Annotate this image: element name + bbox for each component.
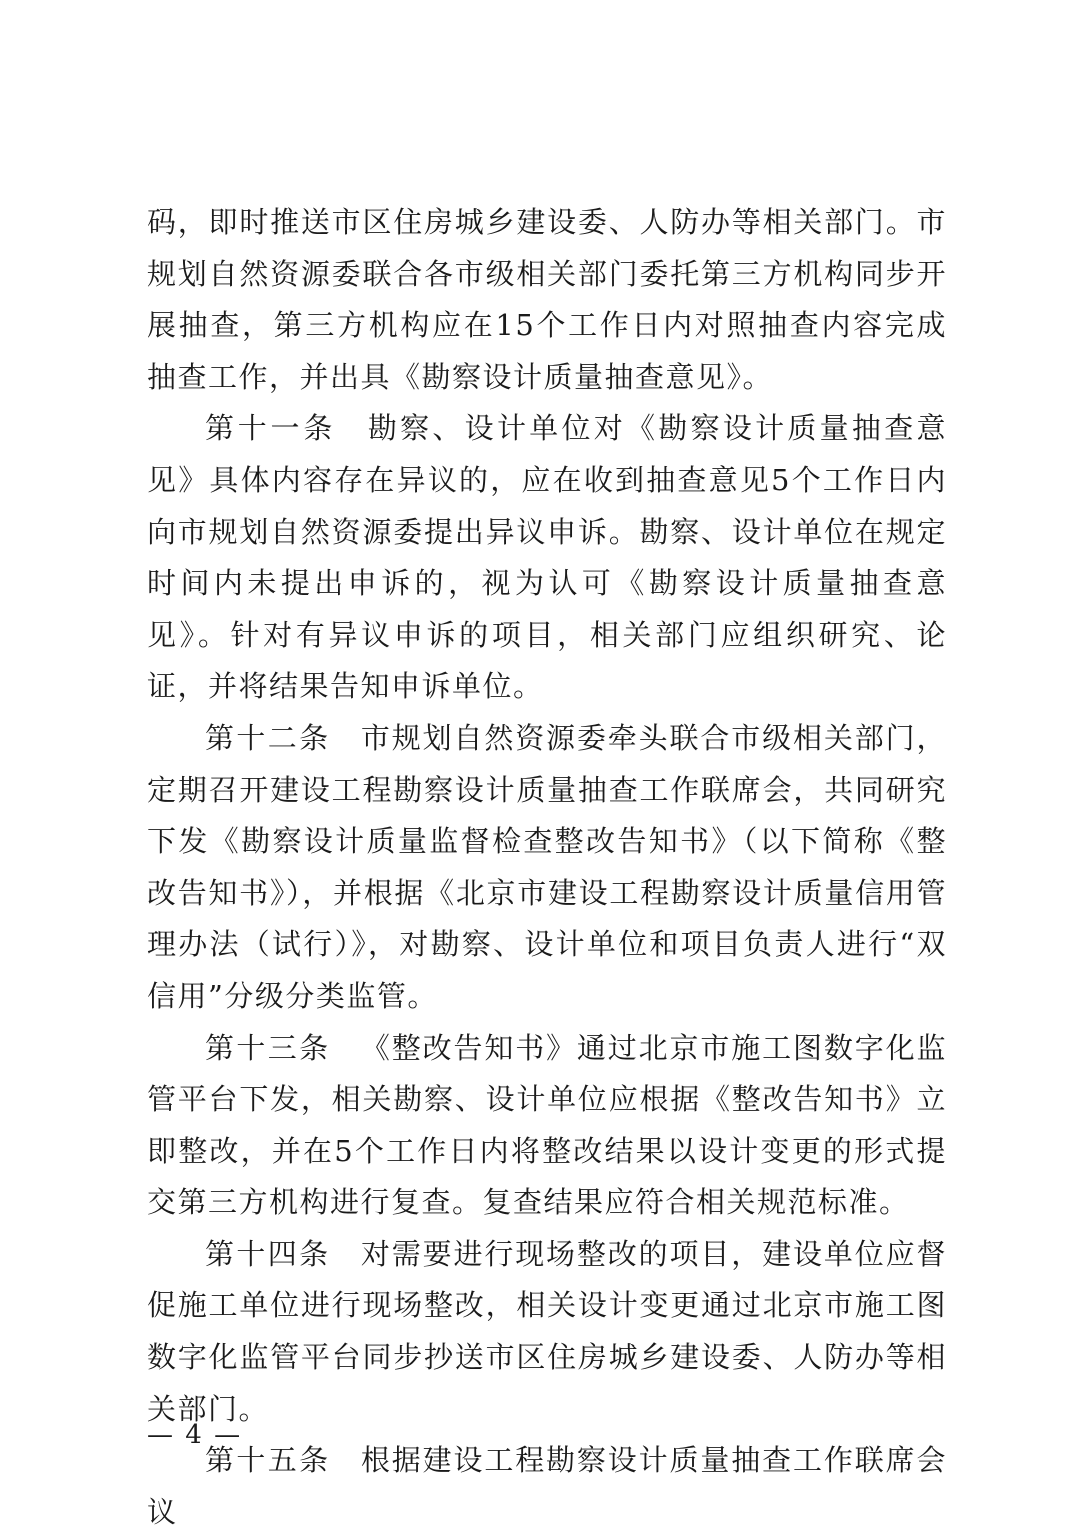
article-text: 勘察、设计单位对《勘察设计质量抽查意见》具体内容存在异议的，应在收到抽查意见5个工作日内向市规划自然资源委提出异议申诉。勘察、设计单位在规定时间内未提出申诉的，视为认可《勘察设计质量抽查意见》。针对有异议申诉的项目，相关部门应组织研究、论证，并将结果告知申诉单位。 (147, 411, 947, 704)
document-body (147, 197, 947, 1538)
article-text: 市规划自然资源委牵头联合市级相关部门，定期召开建设工程勘察设计质量抽查工作联席会，共同研究下发《勘察设计质量监督检查整改告知书》（以下简称《整改告知书》），并根据《北京市建设工程勘察设计质量信用管理办法（试行）》，对勘察、设计单位和项目负责人进行“双信用”分级分类监管。 (147, 720, 947, 1013)
page-number: — 4 — (147, 1420, 243, 1450)
article-11 (147, 403, 947, 713)
article-12 (147, 713, 947, 1023)
article-14 (147, 1229, 947, 1435)
article-text: 《整改告知书》通过北京市施工图数字化监管平台下发，相关勘察、设计单位应根据《整改告知书》立即整改，并在5个工作日内将整改结果以设计变更的形式提交第三方机构进行复查。复查结果应符合相关规范标准。 (147, 1030, 947, 1220)
article-title: 第十二条 (205, 720, 331, 755)
article-15 (147, 1435, 947, 1538)
article-text: 对需要进行现场整改的项目，建设单位应督促施工单位进行现场整改，相关设计变更通过北京市施工图数字化监管平台同步抄送市区住房城乡建设委、人防办等相关部门。 (147, 1236, 947, 1426)
article-title: 第十五条 (205, 1443, 331, 1478)
article-title: 第十四条 (205, 1236, 331, 1271)
article-13 (147, 1023, 947, 1229)
article-title: 第十三条 (205, 1030, 331, 1065)
article-text: 根据建设工程勘察设计质量抽查工作联席会议 (147, 1443, 947, 1529)
article-title: 第十一条 (205, 411, 337, 446)
continuation-paragraph: 码，即时推送市区住房城乡建设委、人防办等相关部门。市规划自然资源委联合各市级相关部门委托第三方机构同步开展抽查，第三方机构应在15个工作日内对照抽查内容完成抽查工作，并出具《勘察设计质量抽查意见》。 (147, 205, 947, 394)
